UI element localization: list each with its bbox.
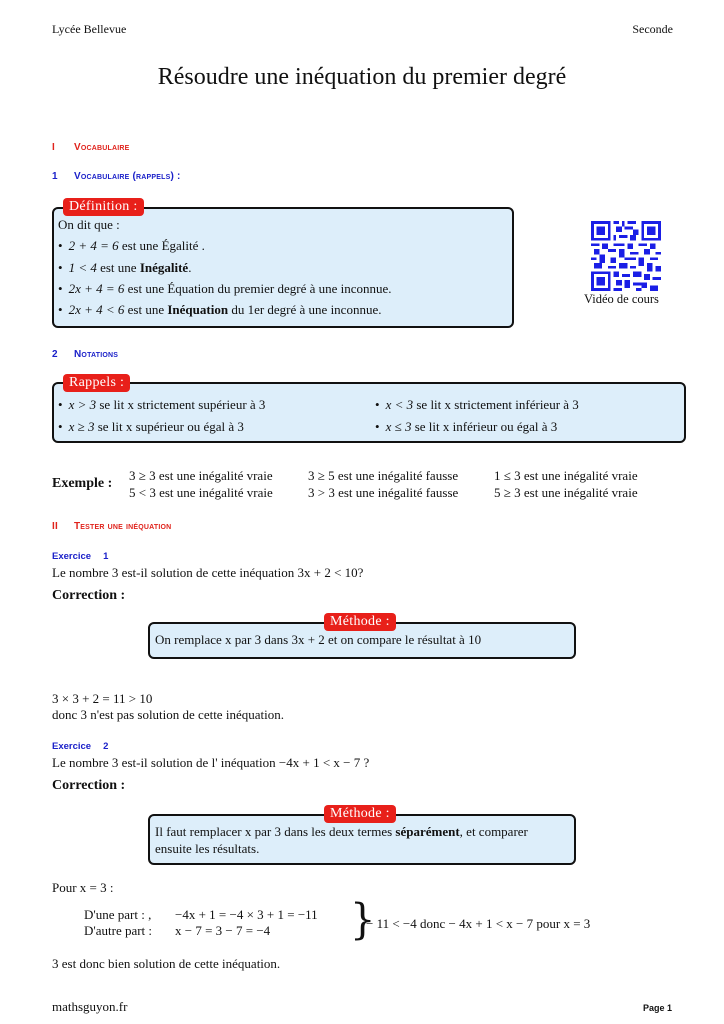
exercise-2-correction-label: Correction : xyxy=(52,778,126,793)
exercise-1-correction-label: Correction : xyxy=(52,588,126,603)
rappel-item xyxy=(58,419,244,435)
item-term: Inéquation xyxy=(167,302,229,317)
definition-box xyxy=(52,207,514,328)
part1-expression: −4x + 1 = −4 × 3 + 1 = −11 xyxy=(175,907,318,922)
item-text: est une xyxy=(124,281,168,296)
section-label: Vocabulaire xyxy=(74,142,130,153)
footer-site[interactable]: mathsguyon.fr xyxy=(52,999,128,1014)
exemple-cell: 3 ≥ 3 est une inégalité vraie xyxy=(129,468,273,483)
item-term: Inégalité xyxy=(139,260,189,275)
item-text: . xyxy=(388,281,392,296)
item-text: . xyxy=(188,260,192,275)
item-text: est une xyxy=(118,238,162,253)
item-text: du 1er degré à une inconnue. xyxy=(228,302,382,317)
definition-item xyxy=(58,281,392,297)
footer-page-number: Page 1 xyxy=(642,1003,672,1013)
header-class: Seconde xyxy=(632,22,673,36)
part2-expression: x − 7 = 3 − 7 = −4 xyxy=(175,923,271,938)
exercise-1-heading xyxy=(52,551,108,562)
method-text xyxy=(155,824,528,840)
exercise-label: Exercice xyxy=(52,551,92,562)
exercise-number: 1 xyxy=(103,551,109,562)
part2-label: D'autre part : xyxy=(84,923,153,938)
section-number: I xyxy=(52,142,55,153)
section-number: II xyxy=(52,521,58,532)
right-brace-icon: } xyxy=(350,895,376,945)
definition-item xyxy=(58,260,191,276)
qr-code-icon[interactable] xyxy=(591,221,661,291)
rappel-item xyxy=(375,397,579,413)
exercise-2-pour: Pour x = 3 : xyxy=(52,880,114,895)
exercise-2-method-tag: Méthode : xyxy=(324,805,396,823)
definition-tag: Définition : xyxy=(63,198,144,216)
rappel-item xyxy=(375,419,557,435)
subsection-label: Vocabulaire (rappels) : xyxy=(74,171,181,182)
exemple-cell: 1 ≤ 3 est une inégalité vraie xyxy=(494,468,638,483)
page-title: Résoudre une inéquation du premier degré xyxy=(157,64,567,90)
exemple-cell: 3 ≥ 5 est une inégalité fausse xyxy=(308,468,459,483)
item-term: Égalité xyxy=(161,238,199,253)
rappel-item xyxy=(58,397,265,413)
math-expr: 2x + 4 = 6 xyxy=(68,281,125,296)
math-expr: 1 < 4 xyxy=(68,260,97,275)
item-text: est une xyxy=(96,260,140,275)
definition-intro: On dit que : xyxy=(58,217,120,232)
subsection-label: Notations xyxy=(74,349,119,360)
item-text: se lit x supérieur ou égal à 3 xyxy=(94,419,244,434)
method-text-part: , et comparer xyxy=(459,824,528,839)
exercise-1-method-tag: Méthode : xyxy=(324,613,396,631)
header-school: Lycée Bellevue xyxy=(52,22,127,36)
item-text: . xyxy=(198,238,205,253)
math-expr: x ≥ 3 xyxy=(68,419,95,434)
exercise-2-final: 3 est donc bien solution de cette inéquation. xyxy=(52,956,281,971)
exercise-1-question: Le nombre 3 est-il solution de cette inéquation 3x + 2 < 10? xyxy=(52,565,364,580)
exercise-label: Exercice xyxy=(52,741,92,752)
rappels-tag: Rappels : xyxy=(63,374,130,392)
part1-label: D'une part : , xyxy=(84,907,152,922)
section-heading-tester xyxy=(52,521,171,532)
qr-caption: Vidéo de cours xyxy=(584,292,659,306)
exercise-1-result-conclusion: donc 3 n'est pas solution de cette inéquation. xyxy=(52,707,284,722)
exercise-2-conclusion-expression: − 11 < −4 donc − 4x + 1 < x − 7 pour x = 3 xyxy=(366,916,591,931)
method-text-part: Il faut remplacer x par 3 dans les deux termes xyxy=(155,824,396,839)
exercise-2-heading xyxy=(52,741,108,752)
section-label: Tester une inéquation xyxy=(74,521,172,532)
subsection-heading-notations xyxy=(52,349,118,360)
item-text: se lit x strictement inférieur à 3 xyxy=(413,397,579,412)
item-term: Équation du premier degré à une inconnue xyxy=(167,281,389,296)
math-expr: x < 3 xyxy=(385,397,414,412)
method-text: On remplace x par 3 dans 3x + 2 et on compare le résultat à 10 xyxy=(155,632,482,647)
exemple-cell: 3 > 3 est une inégalité fausse xyxy=(308,485,459,500)
subsection-number: 2 xyxy=(52,349,58,360)
exercise-number: 2 xyxy=(103,741,109,752)
exemple-label: Exemple : xyxy=(52,476,113,491)
method-text-line2: ensuite les résultats. xyxy=(155,841,260,856)
definition-item xyxy=(58,238,205,254)
math-expr: 2x + 4 < 6 xyxy=(68,302,125,317)
item-text: est une xyxy=(124,302,168,317)
math-expr: x > 3 xyxy=(68,397,97,412)
subsection-heading-vocabulaire-rappels xyxy=(52,171,181,182)
item-text: se lit x strictement supérieur à 3 xyxy=(96,397,266,412)
item-text: se lit x inférieur ou égal à 3 xyxy=(411,419,558,434)
method-text-bold: séparément xyxy=(395,824,460,839)
exercise-2-question: Le nombre 3 est-il solution de l' inéquation −4x + 1 < x − 7 ? xyxy=(52,755,370,770)
definition-item xyxy=(58,302,381,318)
math-expr: 2 + 4 = 6 xyxy=(68,238,119,253)
rappels-box xyxy=(52,382,686,443)
exemple-cell: 5 < 3 est une inégalité vraie xyxy=(129,485,273,500)
exemple-cell: 5 ≥ 3 est une inégalité vraie xyxy=(494,485,638,500)
exercise-1-result-calc: 3 × 3 + 2 = 11 > 10 xyxy=(52,691,153,706)
section-heading-vocabulaire xyxy=(52,142,130,153)
math-expr: x ≤ 3 xyxy=(385,419,412,434)
subsection-number: 1 xyxy=(52,171,58,182)
